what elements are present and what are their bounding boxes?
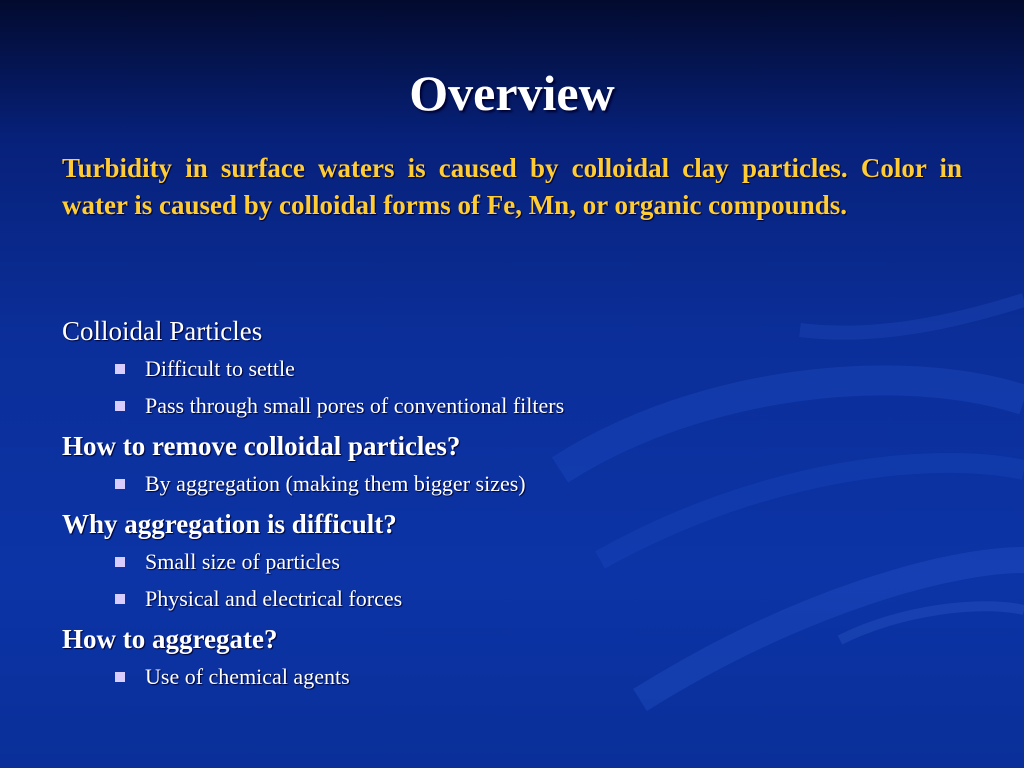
bullet-text: Use of chemical agents <box>145 664 350 689</box>
bullet-item <box>115 580 962 617</box>
intro-paragraph: Turbidity in surface waters is caused by colloidal clay particles. Color in water is caused by colloidal forms of Fe, Mn, or organic compounds. <box>62 153 962 220</box>
square-bullet-icon <box>115 401 125 411</box>
bullet-list <box>62 543 962 617</box>
bullet-list <box>62 465 962 502</box>
section-heading-why-difficult: Why aggregation is difficult? <box>62 509 397 539</box>
bullet-item <box>115 350 962 387</box>
square-bullet-icon <box>115 594 125 604</box>
bullet-item <box>115 543 962 580</box>
bullet-list <box>62 658 962 695</box>
bullet-item <box>115 387 962 424</box>
bullet-text: Physical and electrical forces <box>145 586 403 611</box>
section-heading-how-to-aggregate: How to aggregate? <box>62 624 278 654</box>
bullet-text: Pass through small pores of conventional filters <box>145 393 565 418</box>
section-heading-colloidal-particles: Colloidal Particles <box>62 316 263 346</box>
bullet-item <box>115 465 962 502</box>
slide-title: Overview <box>409 65 615 121</box>
slide-content <box>62 312 962 695</box>
square-bullet-icon <box>115 364 125 374</box>
square-bullet-icon <box>115 557 125 567</box>
bullet-list <box>62 350 962 424</box>
bullet-text: By aggregation (making them bigger sizes) <box>145 471 526 496</box>
bullet-text: Difficult to settle <box>145 356 295 381</box>
square-bullet-icon <box>115 479 125 489</box>
square-bullet-icon <box>115 672 125 682</box>
bullet-text: Small size of particles <box>145 549 340 574</box>
section-heading-how-to-remove: How to remove colloidal particles? <box>62 431 461 461</box>
bullet-item <box>115 658 962 695</box>
